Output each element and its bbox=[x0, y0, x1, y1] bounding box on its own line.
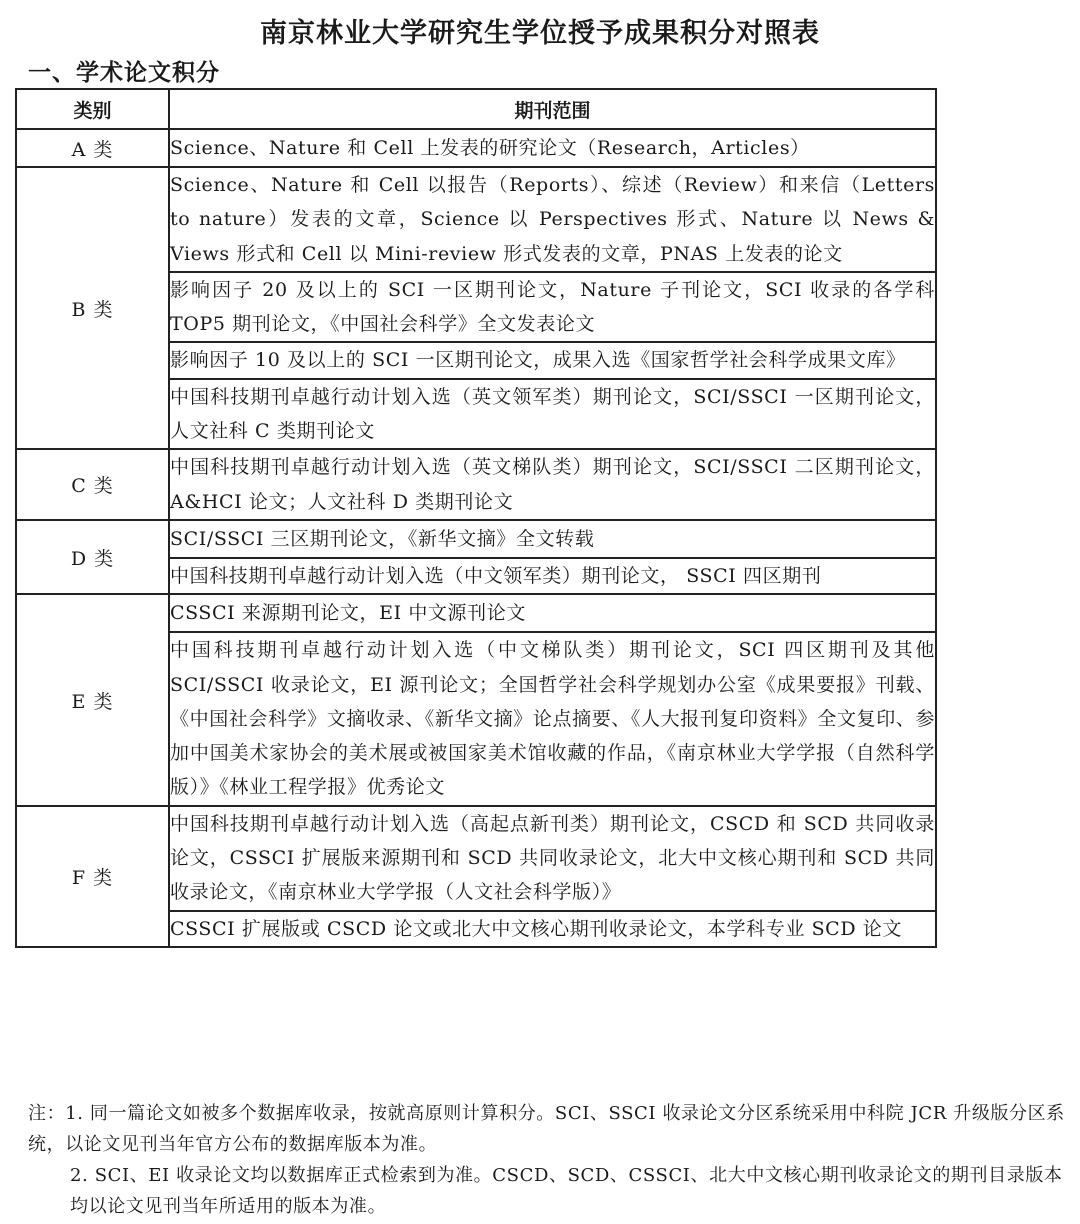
category-f: F 类 bbox=[16, 806, 169, 947]
page-title: 南京林业大学研究生学位授予成果积分对照表 bbox=[260, 18, 820, 49]
category-c: C 类 bbox=[16, 449, 169, 520]
row-e2-text: 中国科技期刊卓越行动计划入选（中文梯队类）期刊论文，SCI 四区期刊及其他 SCI/SSCI 收录论文，EI 源刊论文；全国哲学社会科学规划办公室《成果要报》刊载、《中国社会科学》文摘收录、《新华文摘》论点摘要、《人大报刊复印资料》全文复印、参加中国美术家协会的美术展或被国家美术馆收藏的作品，《南京林业大学学报（自然科学版）》《林业工程学报》优秀论文 bbox=[169, 632, 936, 805]
table-row bbox=[16, 806, 936, 911]
table-row bbox=[16, 520, 936, 558]
row-e1-text: CSSCI 来源期刊论文，EI 中文源刊论文 bbox=[169, 594, 936, 632]
table-row bbox=[16, 449, 936, 520]
notes bbox=[28, 1098, 1068, 1222]
row-d2-text: 中国科技期刊卓越行动计划入选（中文领军类）期刊论文， SSCI 四区期刊 bbox=[169, 558, 936, 594]
category-b: B 类 bbox=[16, 167, 169, 449]
row-b2-text: 影响因子 20 及以上的 SCI 一区期刊论文，Nature 子刊论文，SCI 收录的各学科 TOP5 期刊论文，《中国社会科学》全文发表论文 bbox=[169, 272, 936, 343]
row-d1-text: SCI/SSCI 三区期刊论文，《新华文摘》全文转载 bbox=[169, 520, 936, 558]
table-header-row bbox=[16, 89, 936, 129]
note-1: 注：1. 同一篇论文如被多个数据库收录，按就高原则计算积分。SCI、SSCI 收录论文分区系统采用中科院 JCR 升级版分区系统，以论文见刊当年官方公布的数据库版本为准。 bbox=[28, 1103, 1065, 1155]
row-c1-text: 中国科技期刊卓越行动计划入选（英文梯队类）期刊论文，SCI/SSCI 二区期刊论文，A&HCI 论文；人文社科 D 类期刊论文 bbox=[169, 449, 936, 520]
row-b3-text: 影响因子 10 及以上的 SCI 一区期刊论文，成果入选《国家哲学社会科学成果文库》 bbox=[169, 342, 936, 378]
note-2: 2. SCI、EI 收录论文均以数据库正式检索到为准。CSCD、SCD、CSSCI、北大中文核心期刊收录论文的期刊目录版本均以论文见刊当年所适用的版本为准。 bbox=[70, 1165, 1063, 1217]
header-journal-scope: 期刊范围 bbox=[169, 89, 936, 129]
row-f1-text: 中国科技期刊卓越行动计划入选（高起点新刊类）期刊论文，CSCD 和 SCD 共同收录论文，CSSCI 扩展版来源期刊和 SCD 共同收录论文，北大中文核心期刊和 SCD 共同收录论文，《南京林业大学学报（人文社会科学版）》 bbox=[169, 806, 936, 911]
section-title: 一、学术论文积分 bbox=[28, 59, 220, 86]
table-row bbox=[16, 594, 936, 632]
header-category: 类别 bbox=[16, 89, 169, 129]
row-b1-text: Science、Nature 和 Cell 以报告（Reports）、综述（Review）和来信（Letters to nature）发表的文章，Science 以 Perspectives 形式、Nature 以 News & Views 形式和 Cell 以 Mini-review 形式发表的文章，PNAS 上发表的论文 bbox=[169, 167, 936, 272]
row-f2-text: CSSCI 扩展版或 CSCD 论文或北大中文核心期刊收录论文，本学科专业 SCD 论文 bbox=[169, 911, 936, 947]
row-b4-text: 中国科技期刊卓越行动计划入选（英文领军类）期刊论文，SCI/SSCI 一区期刊论文，人文社科 C 类期刊论文 bbox=[169, 379, 936, 450]
row-a1-text: Science、Nature 和 Cell 上发表的研究论文（Research，Articles） bbox=[169, 129, 936, 167]
category-e: E 类 bbox=[16, 594, 169, 805]
category-d: D 类 bbox=[16, 520, 169, 594]
table-row bbox=[16, 129, 936, 167]
table-row bbox=[16, 167, 936, 272]
category-a: A 类 bbox=[16, 129, 169, 167]
score-table bbox=[15, 88, 937, 948]
